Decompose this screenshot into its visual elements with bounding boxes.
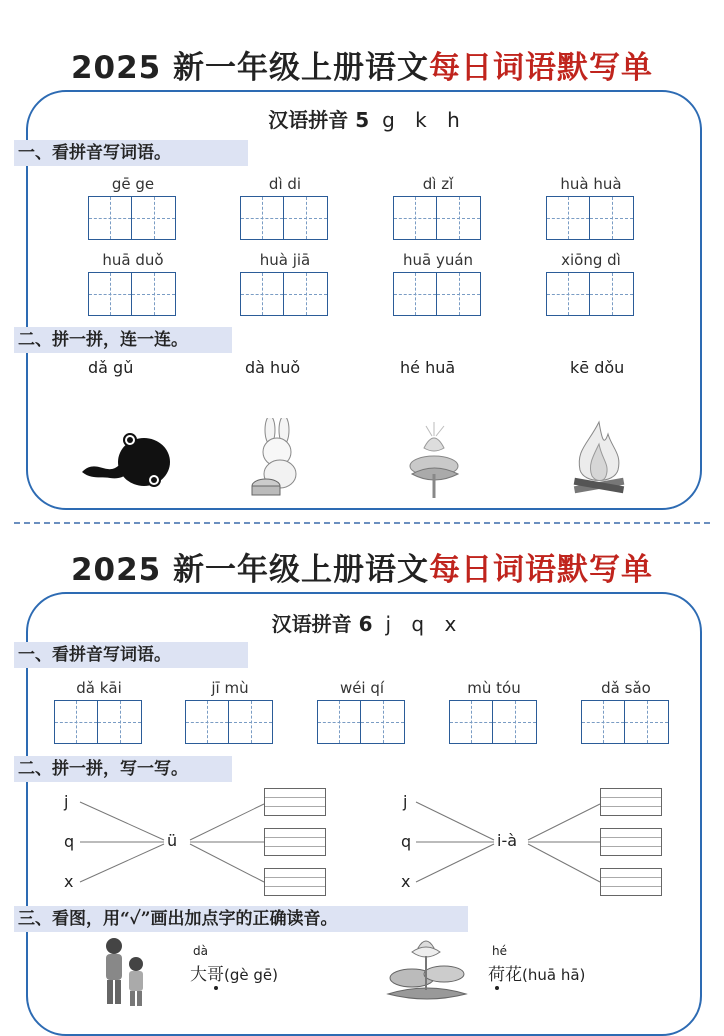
initial-letter: x bbox=[401, 872, 411, 891]
final-letter: ü bbox=[167, 831, 178, 850]
initial-letter: j bbox=[64, 792, 69, 811]
hint-pinyin: dà bbox=[193, 944, 208, 958]
sheet1-subtitle-text: 汉语拼音 5 bbox=[268, 108, 370, 132]
sheet1-word-py: gē ge bbox=[111, 175, 155, 193]
writing-grid[interactable] bbox=[240, 196, 328, 240]
sheet2-title bbox=[0, 544, 724, 589]
question-word: 大哥 bbox=[190, 965, 224, 985]
writing-grid[interactable] bbox=[54, 700, 142, 744]
answer-box[interactable] bbox=[600, 788, 662, 816]
answer-box[interactable] bbox=[264, 788, 326, 816]
sheet2-title-black: 2025 新一年级上册语文 bbox=[70, 552, 430, 588]
sheet1-section2-heading: 二、拼一拼，连一连。 bbox=[14, 327, 232, 353]
emphasis-dot bbox=[495, 986, 499, 990]
sheet2-title-red: 每日词语默写单 bbox=[429, 552, 654, 588]
initial-letter: q bbox=[64, 832, 75, 851]
sheet1-subtitle-pinyin: g k h bbox=[382, 108, 460, 132]
writing-grid[interactable] bbox=[240, 272, 328, 316]
match-pinyin: dà huǒ bbox=[245, 358, 301, 377]
sheet1-word-py: dì di bbox=[268, 175, 302, 193]
initial-letter: x bbox=[64, 872, 74, 891]
question-word: 荷花 bbox=[488, 965, 522, 985]
sheet1-section1-heading: 一、看拼音写词语。 bbox=[14, 140, 248, 166]
sheet1-word-py: huà huà bbox=[560, 175, 622, 193]
emphasis-dot bbox=[214, 986, 218, 990]
sheet2-section1-heading: 一、看拼音写词语。 bbox=[14, 642, 248, 668]
hint-pinyin: hé bbox=[492, 944, 507, 958]
reading-question bbox=[190, 960, 278, 985]
sheet2-subtitle-pinyin: j q x bbox=[385, 612, 457, 636]
sheet1-subtitle bbox=[28, 104, 700, 133]
tadpole-image[interactable] bbox=[78, 428, 174, 494]
sheet2-word-py: jī mù bbox=[211, 679, 249, 697]
writing-grid[interactable] bbox=[393, 272, 481, 316]
writing-grid[interactable] bbox=[449, 700, 537, 744]
match-pinyin: kē dǒu bbox=[570, 358, 625, 377]
brothers-image bbox=[98, 936, 150, 1010]
sheet2-word-py: dǎ sǎo bbox=[601, 679, 651, 697]
sheet2-word-py: dǎ kāi bbox=[76, 679, 122, 697]
writing-grid[interactable] bbox=[546, 272, 634, 316]
sheet1-word-py: xiōng dì bbox=[561, 251, 621, 269]
writing-grid[interactable] bbox=[317, 700, 405, 744]
sheet1-title-black: 2025 新一年级上册语文 bbox=[70, 50, 430, 86]
final-letter: i-à bbox=[497, 831, 518, 850]
answer-box[interactable] bbox=[600, 828, 662, 856]
answer-box[interactable] bbox=[264, 828, 326, 856]
initial-letter: q bbox=[401, 832, 412, 851]
sheet2-word-py: mù tóu bbox=[467, 679, 521, 697]
writing-grid[interactable] bbox=[185, 700, 273, 744]
sheet-divider bbox=[14, 522, 710, 524]
rabbit-drum-image[interactable] bbox=[244, 418, 310, 498]
match-pinyin: hé huā bbox=[400, 358, 456, 377]
sheet1-title-red: 每日词语默写单 bbox=[429, 50, 654, 86]
reading-options[interactable]: (huā hā) bbox=[522, 966, 586, 984]
reading-options[interactable]: (gè gē) bbox=[224, 966, 278, 984]
answer-box[interactable] bbox=[264, 868, 326, 896]
lotus-flower-image[interactable] bbox=[404, 418, 466, 500]
match-pinyin: dǎ gǔ bbox=[88, 358, 134, 377]
answer-box[interactable] bbox=[600, 868, 662, 896]
sheet1-word-py: dì zǐ bbox=[422, 175, 454, 193]
sheet2-word-py: wéi qí bbox=[339, 679, 385, 697]
sheet1-word-py: huā yuán bbox=[402, 251, 474, 269]
bonfire-image[interactable] bbox=[568, 420, 630, 500]
initial-letter: j bbox=[403, 792, 408, 811]
sheet2-subtitle bbox=[28, 608, 700, 637]
sheet1-word-py: huā duǒ bbox=[102, 251, 164, 269]
writing-grid[interactable] bbox=[546, 196, 634, 240]
sheet1-title bbox=[0, 42, 724, 87]
reading-question bbox=[488, 960, 585, 985]
lotus-pond-image bbox=[384, 938, 470, 1004]
sheet2-section3-heading: 三、看图，用“✓”画出加点字的正确读音。 bbox=[14, 906, 468, 932]
writing-grid[interactable] bbox=[581, 700, 669, 744]
sheet2-subtitle-text: 汉语拼音 6 bbox=[271, 612, 373, 636]
writing-grid[interactable] bbox=[88, 272, 176, 316]
writing-grid[interactable] bbox=[393, 196, 481, 240]
sheet2-section2-heading: 二、拼一拼，写一写。 bbox=[14, 756, 232, 782]
sheet1-word-py: huà jiā bbox=[259, 251, 311, 269]
writing-grid[interactable] bbox=[88, 196, 176, 240]
